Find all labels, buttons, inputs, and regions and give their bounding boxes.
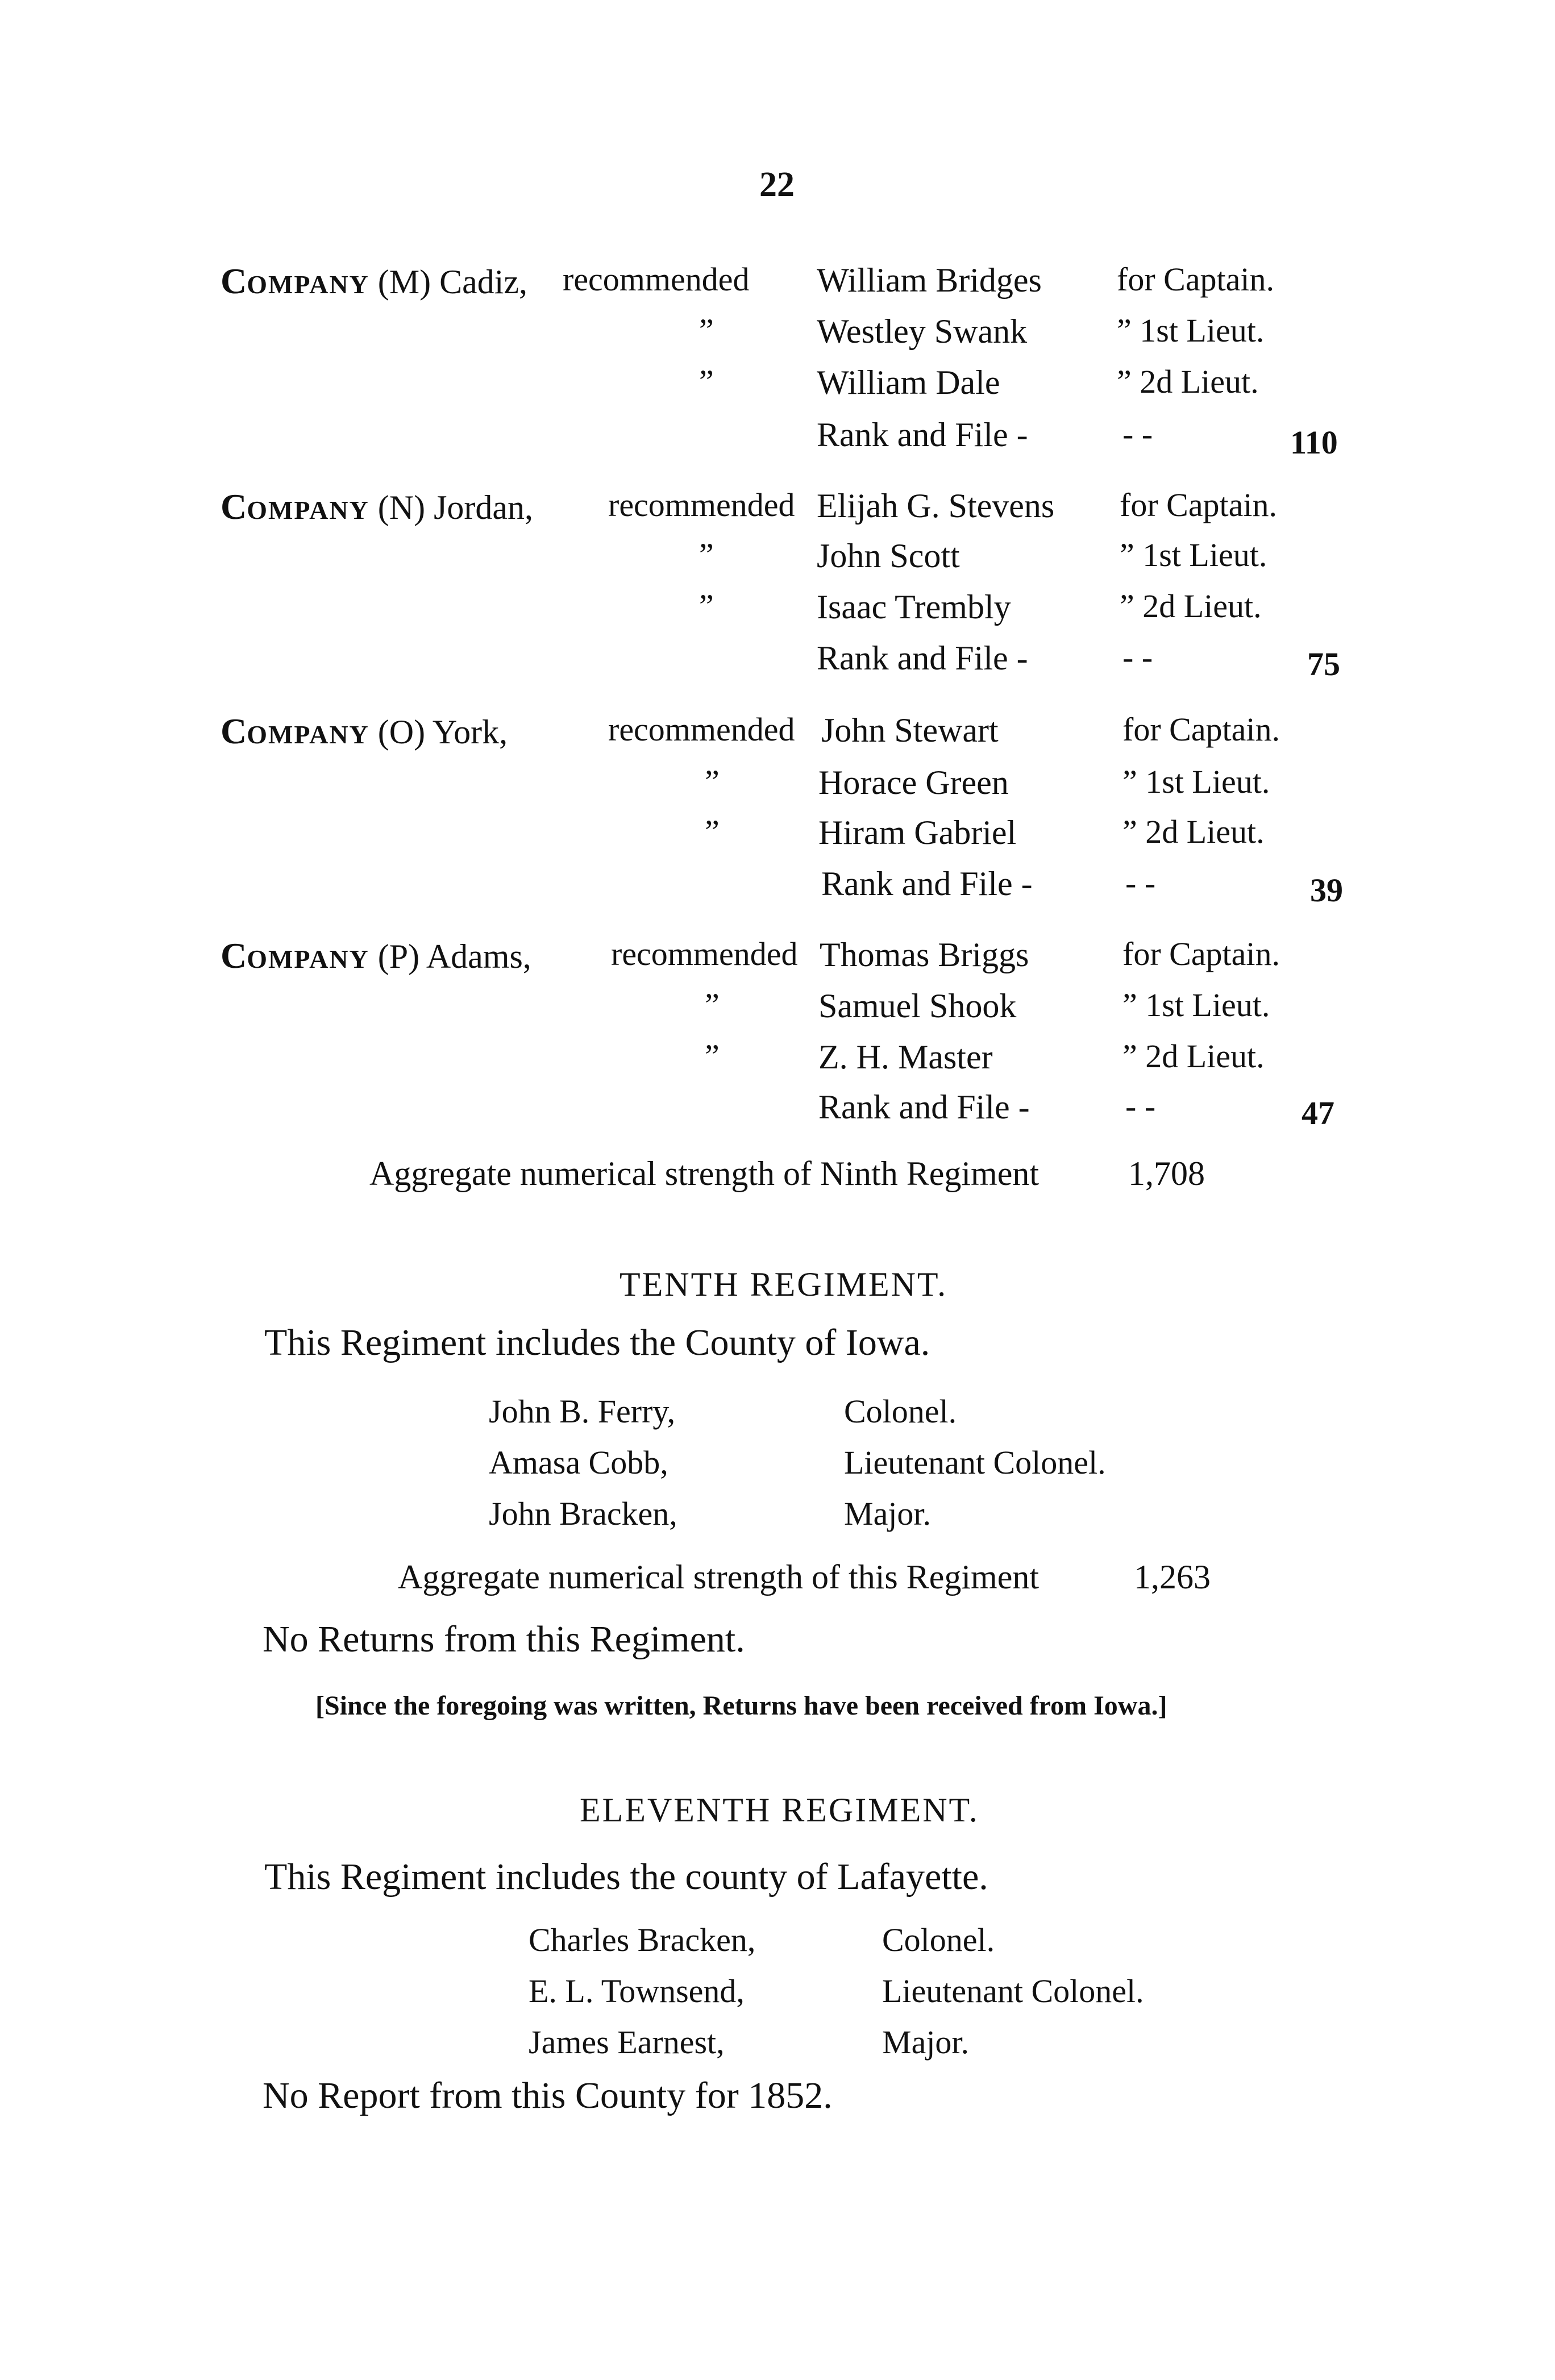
rank-and-file-label: Rank and File -	[817, 416, 1028, 453]
company-letter: (N)	[377, 489, 426, 526]
company-letter: (P)	[377, 938, 420, 975]
officer-name: John Stewart	[821, 711, 999, 749]
rank-and-file-count: 47	[1302, 1095, 1334, 1131]
officer-rank: ” 2d Lieut.	[1120, 588, 1262, 625]
officer-title: Major.	[882, 2024, 970, 2061]
company-letter: (O)	[377, 713, 426, 751]
company-place: York,	[432, 713, 508, 751]
tenth-regiment-includes: This Regiment includes the County of Iowa.	[264, 1322, 930, 1363]
officer-name: Hiram Gabriel	[818, 814, 1017, 851]
officer-title: Lieutenant Colonel.	[844, 1444, 1106, 1481]
tenth-no-returns: No Returns from this Regiment.	[263, 1618, 745, 1660]
tenth-regiment-heading: TENTH REGIMENT.	[619, 1266, 948, 1303]
company-word-rest: OMPANY	[247, 944, 369, 973]
rank-and-file-count: 75	[1307, 646, 1340, 683]
recommendation-lead: recommended	[608, 486, 795, 523]
ditto-mark: ”	[705, 987, 720, 1023]
company-heading	[221, 263, 527, 299]
eleventh-regiment-heading: ELEVENTH REGIMENT.	[580, 1791, 979, 1829]
officer-rank: ” 2d Lieut.	[1122, 1038, 1265, 1075]
officer-rank: ” 2d Lieut.	[1117, 363, 1259, 400]
rank-and-file-dashes: - -	[1125, 1088, 1156, 1125]
ditto-mark: ”	[705, 1038, 720, 1075]
officer-name: Z. H. Master	[818, 1038, 993, 1076]
company-heading	[221, 713, 508, 750]
company-word-initial: C	[221, 261, 247, 301]
officer-name: Isaac Trembly	[817, 588, 1011, 626]
company-word-rest: OMPANY	[247, 496, 369, 525]
company-place: Adams,	[426, 938, 531, 975]
officer-title: Colonel.	[882, 1921, 995, 1958]
company-heading	[221, 935, 531, 976]
tenth-aggregate-value: 1,263	[1134, 1558, 1211, 1596]
officer-name: William Bridges	[817, 261, 1042, 299]
rank-and-file-count: 39	[1310, 872, 1343, 909]
officer-name: Westley Swank	[817, 313, 1028, 350]
ditto-mark: ”	[705, 763, 720, 800]
officer-rank: for Captain.	[1117, 261, 1275, 298]
tenth-aggregate-label: Aggregate numerical strength of this Regiment	[398, 1558, 1040, 1596]
ditto-mark: ”	[705, 813, 720, 850]
company-word-rest: OMPANY	[247, 720, 369, 749]
rank-and-file-label: Rank and File -	[818, 1088, 1030, 1126]
eleventh-regiment-includes: This Regiment includes the county of Lafayette.	[264, 1856, 988, 1898]
officer-name: Elijah G. Stevens	[817, 487, 1055, 525]
ninth-aggregate-label: Aggregate numerical strength of Ninth Regiment	[369, 1155, 1039, 1192]
ditto-mark: ”	[699, 312, 714, 349]
officer-title: Major.	[844, 1495, 932, 1532]
company-heading	[221, 486, 534, 527]
officer-name: James Earnest,	[529, 2024, 725, 2061]
ditto-mark: ”	[699, 588, 714, 625]
officer-name: Amasa Cobb,	[489, 1444, 668, 1481]
recommendation-lead: recommended	[611, 935, 798, 972]
rank-and-file-dashes: - -	[1125, 864, 1156, 901]
company-place: Jordan,	[434, 489, 534, 526]
officer-rank: ” 1st Lieut.	[1122, 763, 1270, 800]
officer-name: John B. Ferry,	[489, 1393, 676, 1430]
recommendation-lead: recommended	[563, 261, 750, 298]
eleventh-no-report: No Report from this County for 1852.	[263, 2075, 833, 2116]
officer-name: John Scott	[817, 537, 960, 575]
rank-and-file-dashes: - -	[1122, 415, 1153, 452]
officer-name: Samuel Shook	[818, 987, 1017, 1025]
officer-title: Lieutenant Colonel.	[882, 1973, 1144, 2009]
company-word-initial: C	[221, 711, 247, 751]
company-word-rest: OMPANY	[247, 270, 369, 299]
officer-name: Charles Bracken,	[529, 1921, 756, 1958]
rank-and-file-label: Rank and File -	[817, 639, 1028, 677]
company-word-initial: C	[221, 935, 247, 976]
officer-rank: for Captain.	[1122, 711, 1280, 748]
company-word-initial: C	[221, 486, 247, 527]
rank-and-file-count: 110	[1290, 424, 1338, 461]
officer-rank: ” 1st Lieut.	[1122, 987, 1270, 1023]
company-letter: (M)	[377, 263, 431, 301]
officer-title: Colonel.	[844, 1393, 957, 1430]
officer-rank: ” 2d Lieut.	[1122, 813, 1265, 850]
rank-and-file-label: Rank and File -	[821, 865, 1033, 902]
page-number: 22	[759, 165, 795, 204]
officer-name: William Dale	[817, 364, 1000, 401]
officer-name: John Bracken,	[489, 1495, 677, 1532]
officer-rank: for Captain.	[1120, 486, 1278, 523]
ditto-mark: ”	[699, 363, 714, 400]
officer-rank: for Captain.	[1122, 935, 1280, 972]
tenth-note: [Since the foregoing was written, Returns have been received from Iowa.]	[315, 1691, 1167, 1721]
ditto-mark: ”	[699, 536, 714, 573]
rank-and-file-dashes: - -	[1122, 639, 1153, 676]
officer-name: E. L. Townsend,	[529, 1973, 745, 2009]
company-place: Cadiz,	[439, 263, 528, 301]
officer-rank: ” 1st Lieut.	[1120, 536, 1267, 573]
officer-rank: ” 1st Lieut.	[1117, 312, 1265, 349]
officer-name: Horace Green	[818, 764, 1009, 801]
officer-name: Thomas Briggs	[820, 936, 1029, 973]
ninth-aggregate-value: 1,708	[1128, 1155, 1205, 1192]
recommendation-lead: recommended	[608, 711, 795, 748]
